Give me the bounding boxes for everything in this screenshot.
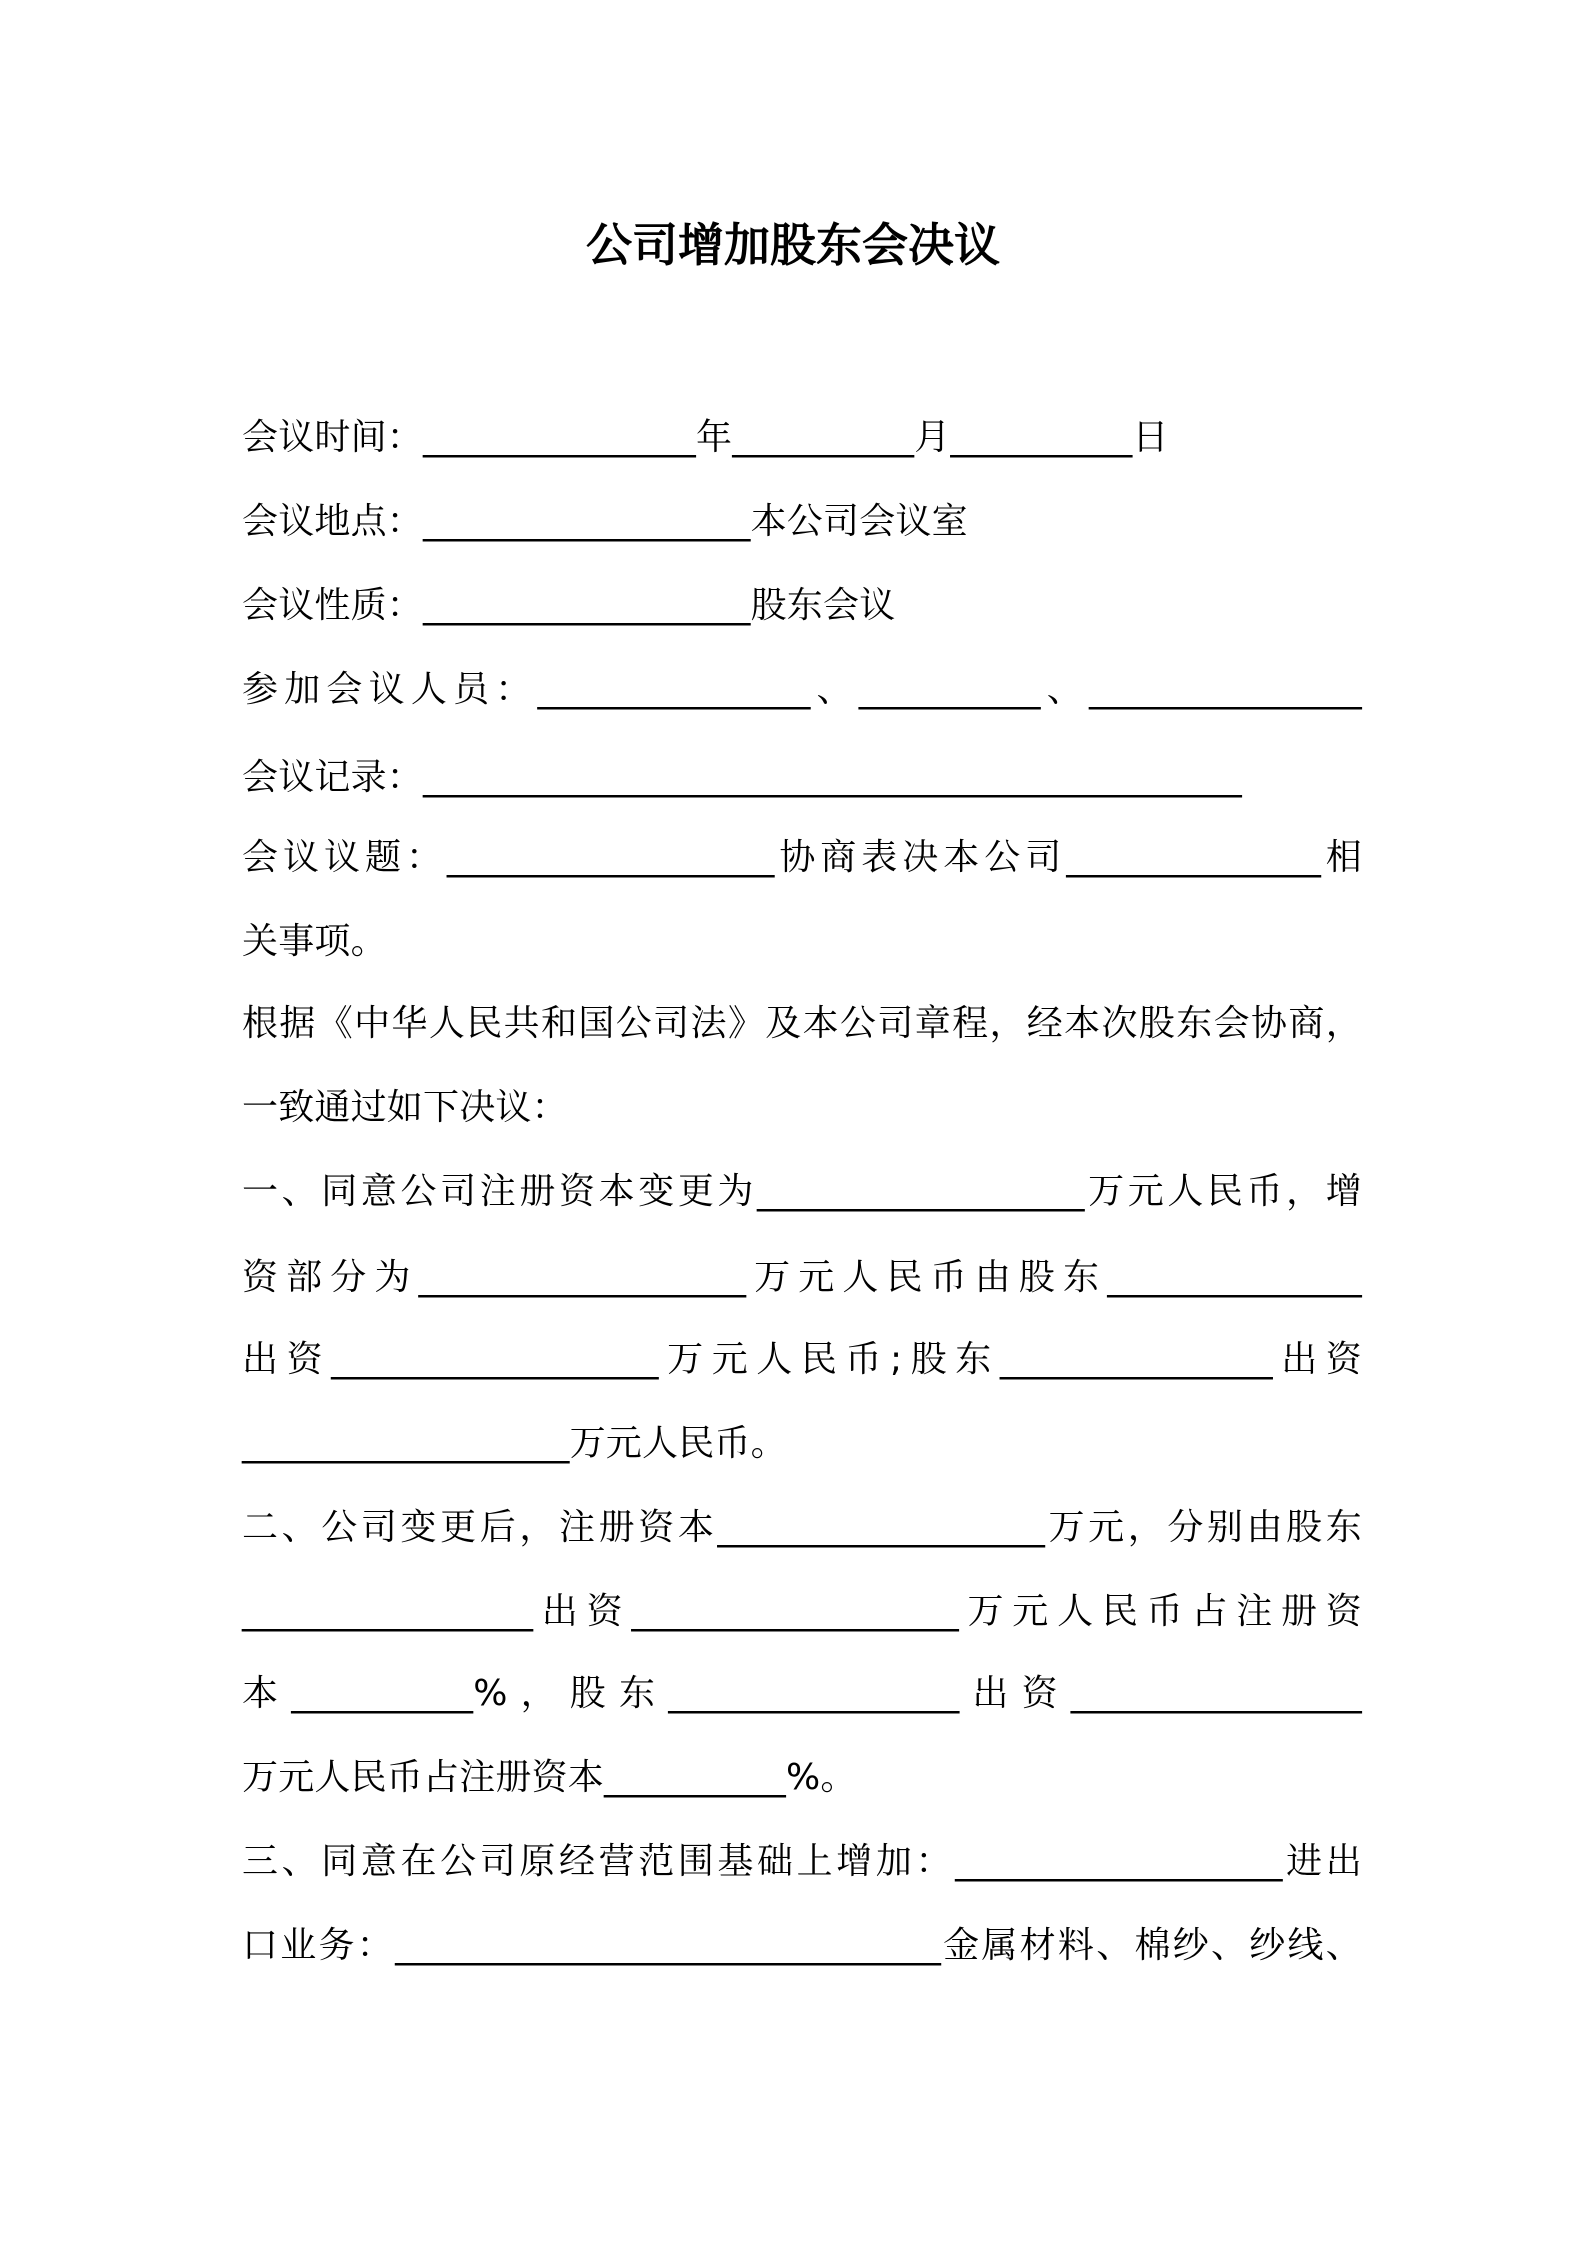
- resolution-3-line-2: 口业务：______________________________金属材料、棉纱、纱线、: [242, 1925, 1362, 1966]
- meeting-nature-line: 会议性质：__________________股东会议: [242, 585, 896, 626]
- preamble-line-2: 一致通过如下决议：: [242, 1087, 568, 1128]
- meeting-record-line: 会议记录：_____________________________________________: [242, 757, 1242, 798]
- resolution-1-line-4: __________________万元人民币。: [242, 1423, 787, 1464]
- resolution-1-line-2: 资部分为__________________万元人民币由股东______________: [242, 1257, 1362, 1298]
- resolution-1-line-1: 一、同意公司注册资本变更为__________________万元人民币，增: [242, 1171, 1362, 1212]
- resolution-2-line-4: 万元人民币占注册资本__________%。: [242, 1757, 857, 1798]
- resolution-2-line-1: 二、公司变更后，注册资本__________________万元，分别由股东: [242, 1507, 1362, 1548]
- meeting-topic-line: 会议议题：__________________协商表决本公司______________相: [242, 837, 1363, 878]
- meeting-time-line: 会议时间：_______________年__________月__________日: [242, 417, 1169, 458]
- resolution-1-line-3: 出资__________________万元人民币;股东_______________出资: [242, 1339, 1362, 1380]
- resolution-2-line-3: 本__________%，股东________________出资________________: [242, 1673, 1362, 1714]
- meeting-topic-line-cont: 关事项。: [242, 921, 387, 962]
- document-title: 公司增加股东会决议: [586, 218, 1000, 272]
- meeting-place-line: 会议地点：__________________本公司会议室: [242, 501, 968, 542]
- resolution-3-line-1: 三、同意在公司原经营范围基础上增加：__________________进出: [242, 1841, 1362, 1882]
- attendees-line: 参加会议人员：_______________、__________、_______________: [242, 669, 1362, 710]
- preamble-line-1: 根据《中华人民共和国公司法》及本公司章程，经本次股东会协商，: [242, 1003, 1362, 1044]
- resolution-2-line-2: ________________出资__________________万元人民币占注册资: [242, 1591, 1362, 1632]
